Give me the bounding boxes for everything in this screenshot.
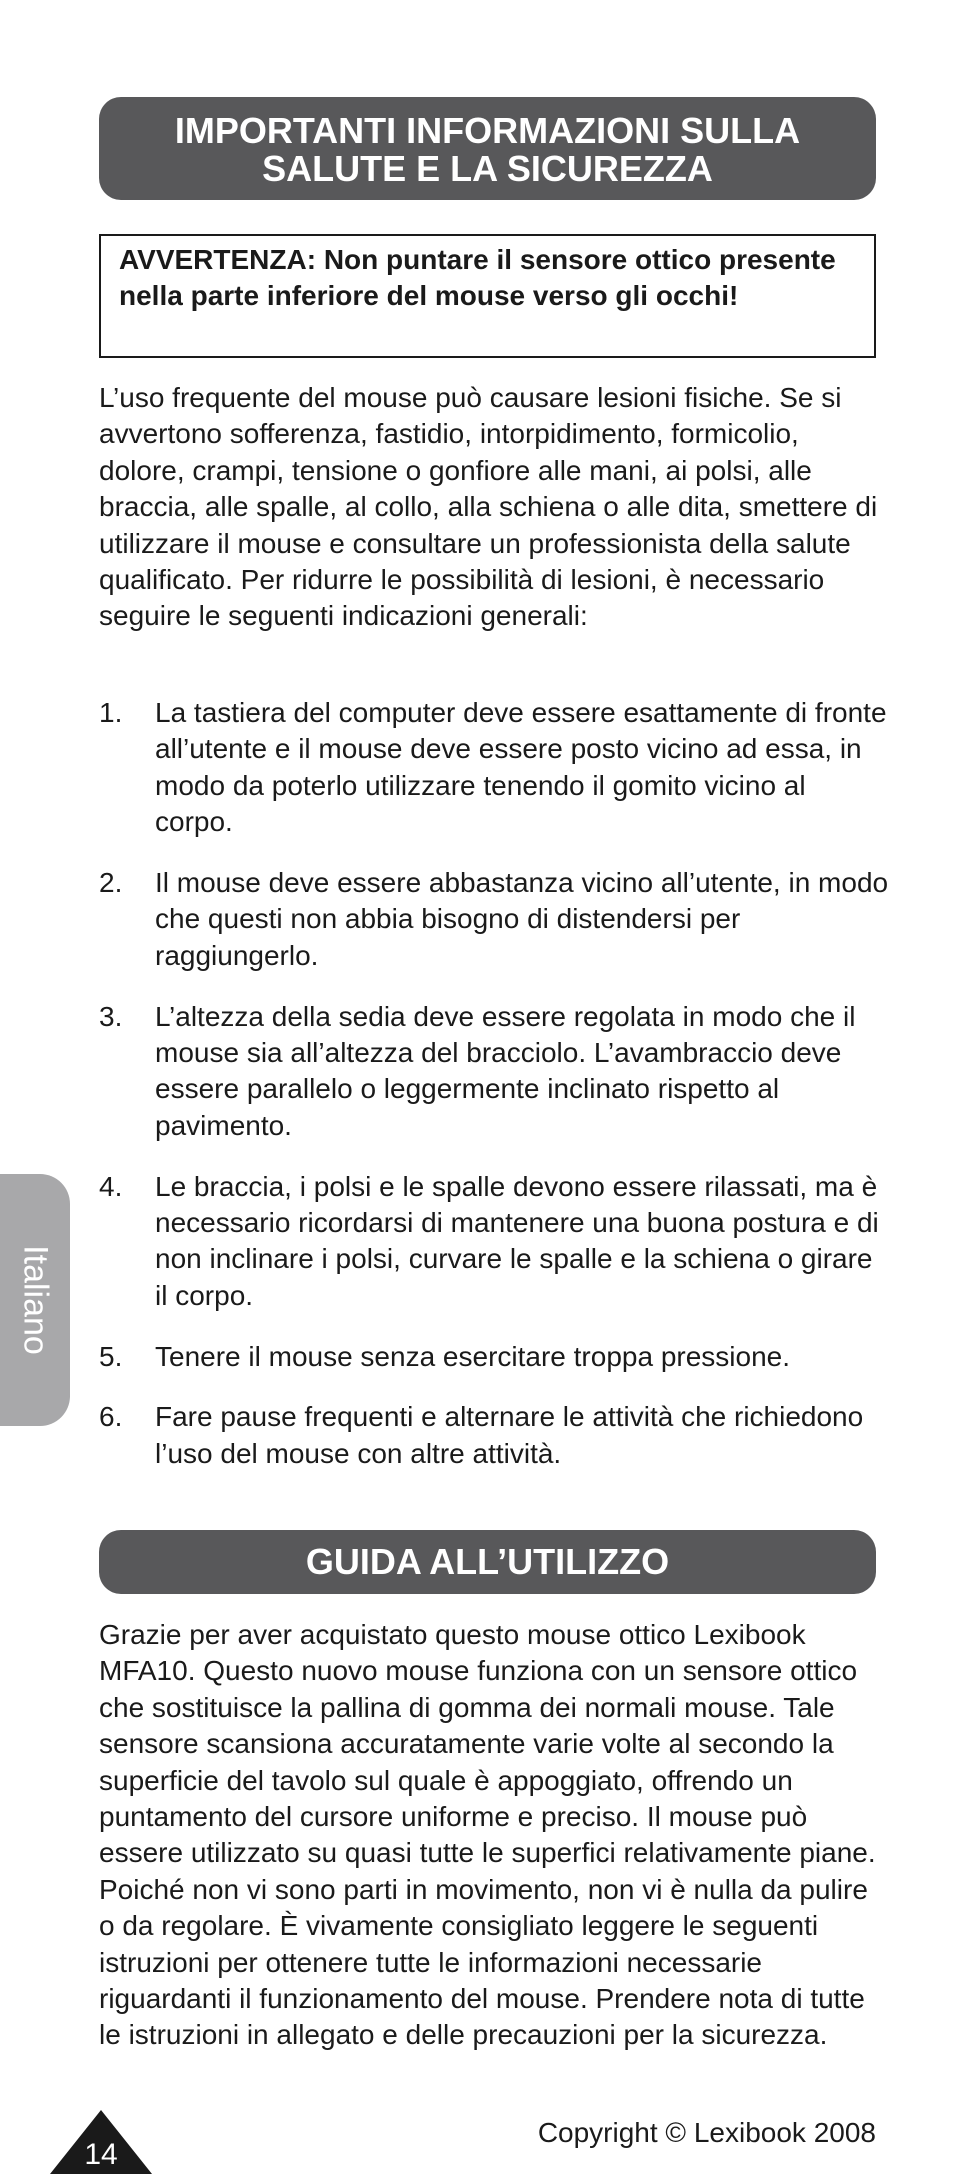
intro-paragraph: L’uso frequente del mouse può causare lesioni fisiche. Se si avvertono sofferenza, fastidio, intorpidimento, formicolio, dolore, crampi, tensione o gonfiore alle mani, ai polsi, alle braccia, alle spalle, al collo, alla schiena o alle dita, smettere di utilizzare il mouse e consultare un professionista della salute qualificato. Per ridurre le possibilità di lesioni, è necessario seguire le seguenti indicazioni generali: bbox=[99, 382, 878, 632]
warning-text: AVVERTENZA: Non puntare il sensore ottico presente nella parte inferiore del mouse verso gli occhi! bbox=[119, 244, 836, 311]
heading-line-2: SALUTE E LA SICUREZZA bbox=[262, 148, 713, 189]
list-item-number: 2. bbox=[99, 867, 123, 899]
list-item bbox=[99, 1339, 889, 1375]
usage-guide-heading bbox=[99, 1530, 876, 1594]
language-tab-label: Italiano bbox=[16, 1245, 55, 1355]
list-item-number: 6. bbox=[99, 1401, 123, 1433]
warning-box bbox=[99, 234, 876, 358]
list-item-number: 4. bbox=[99, 1170, 123, 1202]
list-item bbox=[99, 1169, 889, 1315]
list-item-text: Il mouse deve essere abbastanza vicino all’utente, in modo che questi non abbia bisogno di distendersi per raggiungerlo. bbox=[155, 867, 889, 971]
list-item bbox=[99, 695, 889, 841]
list-item bbox=[99, 1399, 889, 1472]
list-item-number: 3. bbox=[99, 1000, 123, 1032]
list-item-text: La tastiera del computer deve essere esattamente di fronte all’utente e il mouse deve essere posto vicino ad essa, in modo da poterlo utilizzare tenendo il gomito vicino al corpo. bbox=[155, 697, 887, 838]
list-item-number: 5. bbox=[99, 1340, 123, 1372]
list-item-number: 1. bbox=[99, 697, 123, 728]
health-safety-heading bbox=[99, 97, 876, 200]
list-item-text: L’altezza della sedia deve essere regolata in modo che il mouse sia all’altezza del bracciolo. L’avambraccio deve essere parallelo o leggermente inclinato rispetto al pavimento. bbox=[155, 1000, 856, 1141]
list-item-text: Fare pause frequenti e alternare le attività che richiedono l’uso del mouse con altre attività. bbox=[155, 1401, 864, 1469]
list-item bbox=[99, 865, 889, 974]
list-item-text: Tenere il mouse senza esercitare troppa pressione. bbox=[155, 1340, 791, 1372]
copyright-notice: Copyright © Lexibook 2008 bbox=[537, 2117, 876, 2148]
heading-line-1: IMPORTANTI INFORMAZIONI SULLA bbox=[174, 110, 801, 151]
guidelines-list bbox=[99, 695, 889, 1497]
language-tab bbox=[0, 1174, 70, 1426]
usage-paragraph: Grazie per aver acquistato questo mouse ottico Lexibook MFA10. Questo nuovo mouse funziona con un sensore ottico che sostituisce la pallina di gomma dei normali mouse. Tale sensore scansiona accuratamente varie volte al secondo la superficie del tavolo sul quale è appoggiato, offrendo un puntamento del cursore uniforme e preciso. Il mouse può essere utilizzato su quasi tutte le superfici relativamente piane. Poiché non vi sono parti in movimento, non vi è nulla da pulire o da regolare. È vivamente consigliato leggere le seguenti istruzioni per ottenere tutte le informazioni necessarie riguardanti il funzionamento del mouse. Prendere nota di tutte le istruzioni in allegato e delle precauzioni per la sicurezza. bbox=[99, 1619, 876, 2051]
list-item bbox=[99, 999, 889, 1145]
page-number: 14 bbox=[84, 2138, 118, 2171]
list-item-text: Le braccia, i polsi e le spalle devono essere rilassati, ma è necessario ricordarsi di mantenere una buona postura e di non inclinare i polsi, curvare le spalle e la schiena o girare il corpo. bbox=[155, 1170, 879, 1311]
usage-heading-text: GUIDA ALL’UTILIZZO bbox=[305, 1541, 670, 1582]
